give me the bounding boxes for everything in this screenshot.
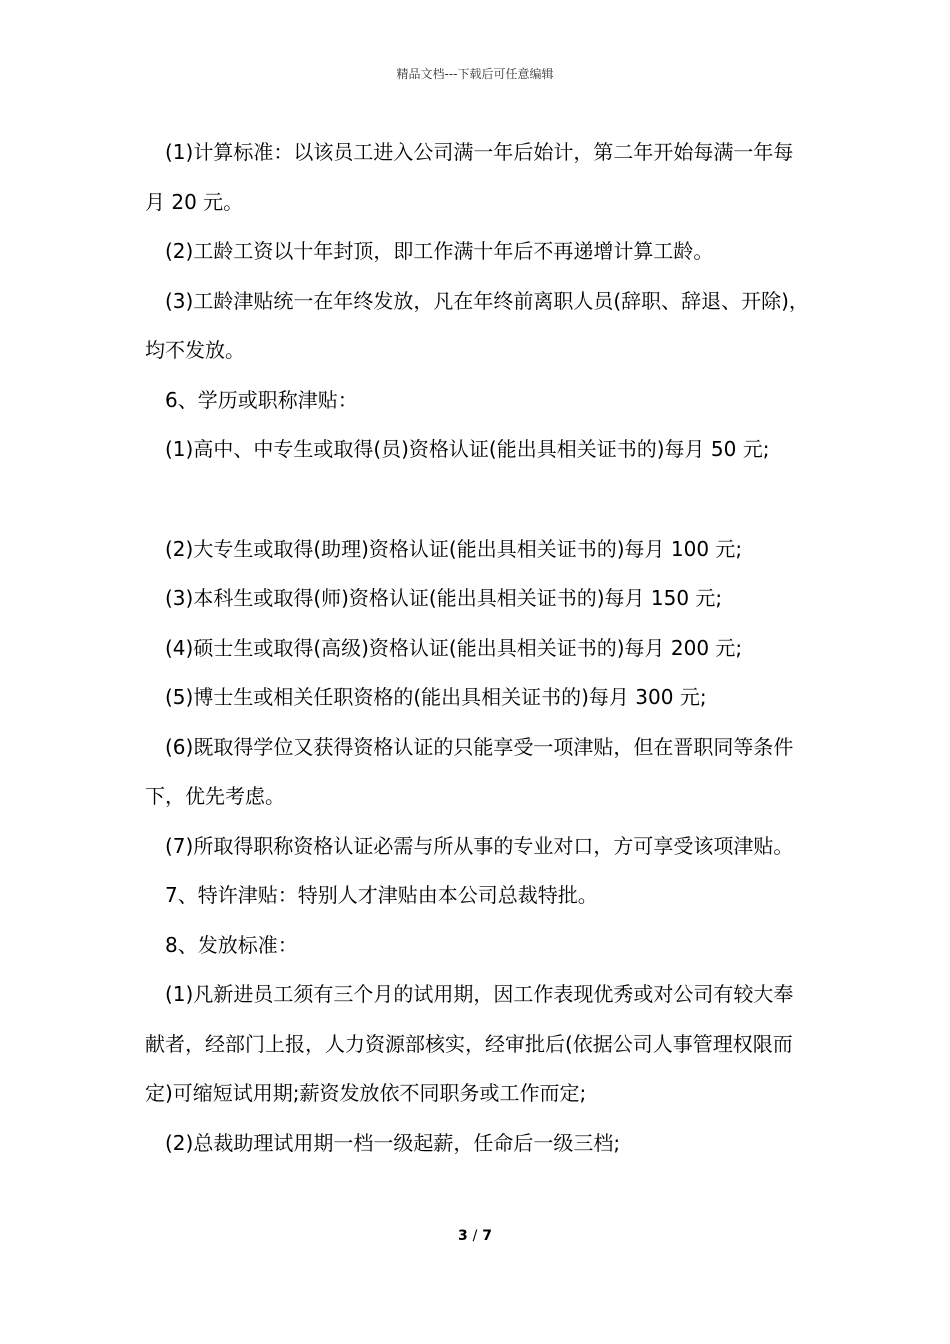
paragraph-seniority-payment: (3)工龄津贴统一在年终发放，凡在年终前离职人员(辞职、辞退、开除)，均不发放。 <box>145 288 809 362</box>
paragraph-master: (4)硕士生或取得(高级)资格认证(能出具相关证书的)每月 200 元; <box>165 635 743 660</box>
page-header: 精品文档---下载后可任意编辑 <box>396 67 554 81</box>
section-heading-payment-standard: 8、发放标准： <box>165 932 298 957</box>
paragraph-seniority-cap: (2)工龄工资以十年封顶，即工作满十年后不再递增计算工龄。 <box>165 239 714 263</box>
paragraph-president-assistant: (2)总裁助理试用期一档一级起薪，任命后一级三档; <box>165 1130 621 1155</box>
page-separator: / <box>472 1228 478 1244</box>
paragraph-single-allowance: (6)既取得学位又获得资格认证的只能享受一项津贴，但在晋职同等条件下，优先考虑。 <box>145 734 794 808</box>
page-number <box>0 1227 950 1245</box>
total-pages: 7 <box>482 1228 492 1244</box>
current-page: 3 <box>458 1228 468 1244</box>
document-body <box>145 128 810 1168</box>
section-heading-special-allowance: 7、特许津贴：特别人才津贴由本公司总裁特批。 <box>165 883 598 907</box>
paragraph-seniority-calc-standard: (1)计算标准：以该员工进入公司满一年后始计，第二年开始每满一年每月 20 元。 <box>145 140 794 214</box>
paragraph-doctor: (5)博士生或相关任职资格的(能出具相关证书的)每月 300 元; <box>165 685 707 709</box>
section-heading-education-allowance: 6、学历或职称津贴： <box>165 387 358 412</box>
paragraph-probation: (1)凡新进员工须有三个月的试用期，因工作表现优秀或对公司有较大奉献者，经部门上报，人力资源部核实，经审批后(依据公司人事管理权限而定)可缩短试用期;薪资发放依不同职务或工作而定; <box>145 982 794 1105</box>
paragraph-high-school: (1)高中、中专生或取得(员)资格认证(能出具相关证书的)每月 50 元; <box>165 437 770 461</box>
paragraph-bachelor: (3)本科生或取得(师)资格认证(能出具相关证书的)每月 150 元; <box>165 586 723 610</box>
paragraph-college: (2)大专生或取得(助理)资格认证(能出具相关证书的)每月 100 元; <box>165 536 743 561</box>
paragraph-professional-match: (7)所取得职称资格认证必需与所从事的专业对口，方可享受该项津贴。 <box>165 833 794 858</box>
blank-gap <box>145 475 810 525</box>
